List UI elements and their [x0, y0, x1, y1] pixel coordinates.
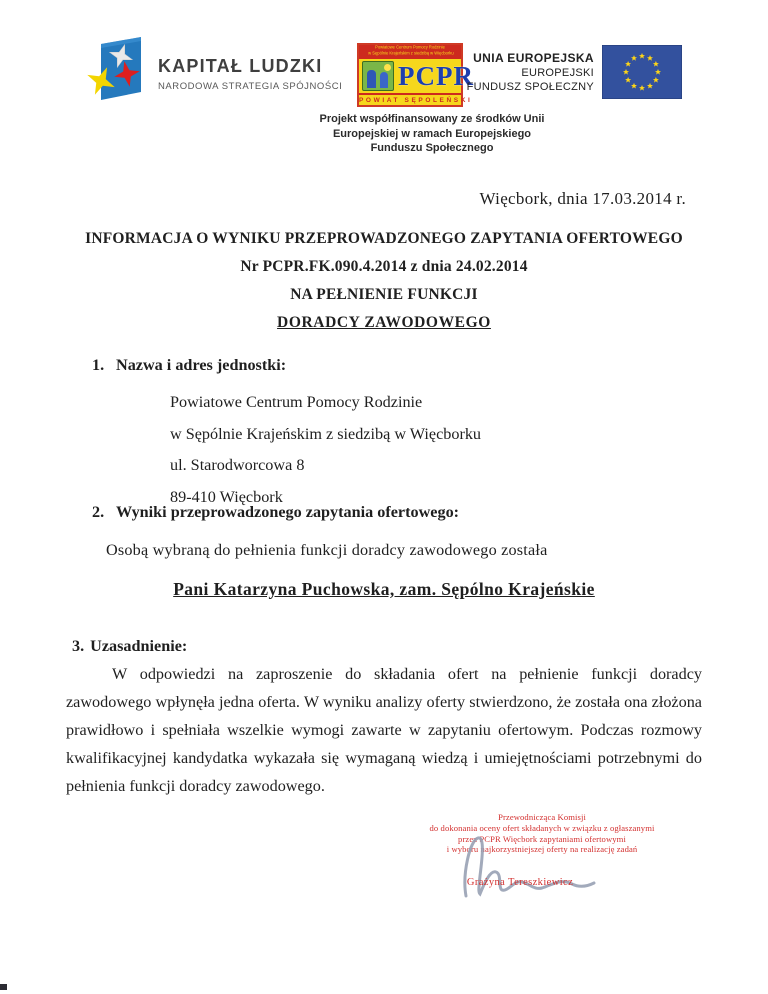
- section2-intro: Osobą wybraną do pełnienia funkcji doradcy zawodowego została: [106, 541, 548, 559]
- section3-heading: [72, 637, 187, 656]
- section1-number: 1.: [92, 356, 105, 374]
- eu-line3: FUNDUSZ SPOŁECZNY: [466, 81, 594, 93]
- address-line1: Powiatowe Centrum Pomocy Rodzinie: [170, 393, 423, 411]
- committee-role-line1: Przewodnicząca Komisji: [498, 812, 586, 822]
- section2-number: 2.: [92, 503, 105, 521]
- pcpr-logo-header-line1: Powiatowe Centrum Pomocy Rodzinie: [375, 45, 445, 51]
- eu-line1: UNIA EUROPEJSKA: [473, 51, 594, 65]
- pcpr-logo-footer: POWIAT SĘPOLEŃSKI: [359, 93, 461, 105]
- section2-heading-text: Wyniki przeprowadzonego zapytania ofertowego:: [116, 503, 460, 521]
- title-line1: INFORMACJA O WYNIKU PRZEPROWADZONEGO ZAPYTANIA OFERTOWEGO: [85, 230, 683, 247]
- eu-text: [467, 51, 594, 93]
- kapital-ludzki-flag-icon: [84, 32, 148, 108]
- date-line: Więcbork, dnia 17.03.2014 r.: [479, 189, 686, 208]
- section3-heading-text: Uzasadnienie:: [90, 637, 188, 655]
- committee-role-line2: do dokonania oceny ofert składanych w związku z ogłaszanymi: [429, 822, 655, 833]
- section1-heading: [92, 356, 286, 375]
- selected-person: Pani Katarzyna Puchowska, zam. Sępólno Krajeńskie: [173, 579, 595, 599]
- address-line3: ul. Starodworcowa 8: [170, 456, 305, 474]
- eu-logo-block: [420, 49, 682, 104]
- kapital-ludzki-title: KAPITAŁ LUDZKI: [158, 56, 323, 76]
- section1-heading-text: Nazwa i adres jednostki:: [116, 356, 287, 374]
- document-title: [0, 230, 768, 342]
- unit-address: [170, 387, 481, 513]
- committee-role-line3: przez PCPR Więcbork zapytaniami ofertowymi: [458, 833, 626, 844]
- kapital-ludzki-logo: [84, 32, 343, 112]
- title-line2: Nr PCPR.FK.090.4.2014 z dnia 24.02.2014: [240, 258, 528, 275]
- signatory-name: Grażyna Tereszkiewicz: [466, 877, 574, 888]
- eu-flag-icon: [602, 45, 682, 99]
- cofinance-line3: Funduszu Społecznego: [370, 142, 494, 154]
- address-line4: 89-410 Więcbork: [170, 487, 283, 506]
- address-line2: w Sępólnie Krajeńskim z siedzibą w Więcborku: [170, 424, 482, 443]
- handwritten-signature-icon: [438, 826, 608, 906]
- section3-number: 3.: [72, 637, 85, 655]
- eu-line2: EUROPEJSKI: [521, 67, 594, 79]
- pcpr-logo-header-line2: w Sępólnie Krajeńskim z siedzibą w Więcborku: [368, 50, 454, 56]
- title-line4: DORADCY ZAWODOWEGO: [277, 314, 491, 331]
- justification-paragraph: W odpowiedzi na zaproszenie do składania ofert na pełnienie funkcji doradcy zawodowego wpłynęła jedna oferta. W wyniku analizy oferty stwierdzono, że została ona złożona prawidłowo i spełniała wszelkie wymogi zawarte w zapytaniu ofertowym. Podczas rozmowy kwalifikacyjnej kandydatka wykazała się wymaganą wiedzą i umiejętnościami potrzebnymi do pełnienia funkcji doradcy zawodowego.: [66, 665, 702, 795]
- pcpr-acronym: PCPR: [398, 60, 474, 91]
- section2-heading: [92, 503, 459, 522]
- cofinance-line1: Projekt współfinansowany ze środków Unii: [319, 113, 545, 125]
- kapital-ludzki-text: [158, 56, 342, 92]
- cofinance-line2: Europejskiej w ramach Europejskiego: [332, 127, 532, 140]
- scan-artifact-speck: [0, 984, 7, 990]
- title-line3: NA PEŁNIENIE FUNKCJI: [290, 286, 478, 303]
- committee-role-line4: i wyboru najkorzystniejszej oferty na realizację zadań: [446, 844, 638, 855]
- pcpr-emblem-icon: [362, 61, 394, 91]
- cofinance-note: [308, 112, 556, 156]
- kapital-ludzki-subtitle: NARODOWA STRATEGIA SPÓJNOŚCI: [158, 81, 343, 92]
